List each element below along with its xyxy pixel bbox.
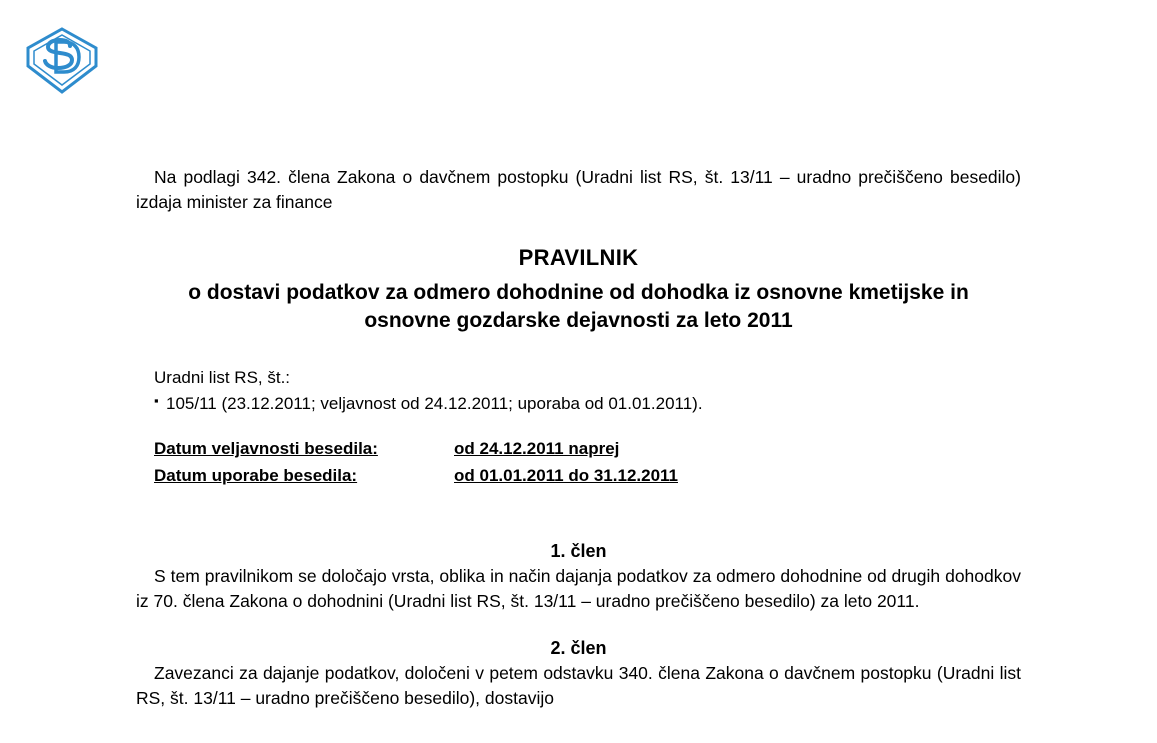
journal-label: Uradni list RS, št.: bbox=[154, 368, 291, 388]
article-2-text: Zavezanci za dajanje podatkov, določeni v petem odstavku 340. člena Zakona o davčnem postopku (Uradni list RS, št. 13/11 – uradno prečiščeno besedilo), dostavijo bbox=[136, 662, 1021, 708]
usage-date-row bbox=[154, 463, 1021, 489]
article-1-text: S tem pravilnikom se določajo vrsta, oblika in način dajanja podatkov za odmero dohodnine od drugih dohodkov iz 70. člena Zakona o dohodnini (Uradni list RS, št. 13/11 – uradno prečiščeno besedilo) za leto 2011. bbox=[136, 566, 1021, 611]
journal-block bbox=[136, 365, 1021, 416]
article-2 bbox=[136, 638, 1021, 711]
dates-block bbox=[136, 436, 1021, 489]
document-content bbox=[136, 165, 1021, 710]
list-item bbox=[154, 391, 1021, 417]
article-1-heading: 1. člen bbox=[550, 541, 607, 562]
usage-date-value: od 01.01.2011 do 31.12.2011 bbox=[454, 465, 678, 485]
bullet-icon: ▪ bbox=[154, 392, 159, 408]
article-2-heading: 2. člen bbox=[550, 637, 607, 658]
title-block bbox=[136, 245, 1021, 336]
usage-date-label: Datum uporabe besedila: bbox=[154, 465, 358, 485]
journal-item-text: 105/11 (23.12.2011; veljavnost od 24.12.2011; uporaba od 01.01.2011). bbox=[166, 393, 703, 413]
validity-date-row bbox=[154, 436, 1021, 462]
validity-date-value: od 24.12.2011 naprej bbox=[454, 439, 620, 459]
validity-date-label: Datum veljavnosti besedila: bbox=[154, 439, 378, 459]
page-title: PRAVILNIK bbox=[518, 244, 639, 270]
article-1 bbox=[136, 541, 1021, 614]
organization-logo bbox=[22, 26, 102, 96]
intro-paragraph: Na podlagi 342. člena Zakona o davčnem postopku (Uradni list RS, št. 13/11 – uradno prečiščeno besedilo) izdaja minister za finance bbox=[136, 167, 1021, 212]
page-subtitle: o dostavi podatkov za odmero dohodnine od dohodka iz osnovne kmetijske in osnovne gozdarske dejavnosti za leto 2011 bbox=[188, 280, 969, 333]
